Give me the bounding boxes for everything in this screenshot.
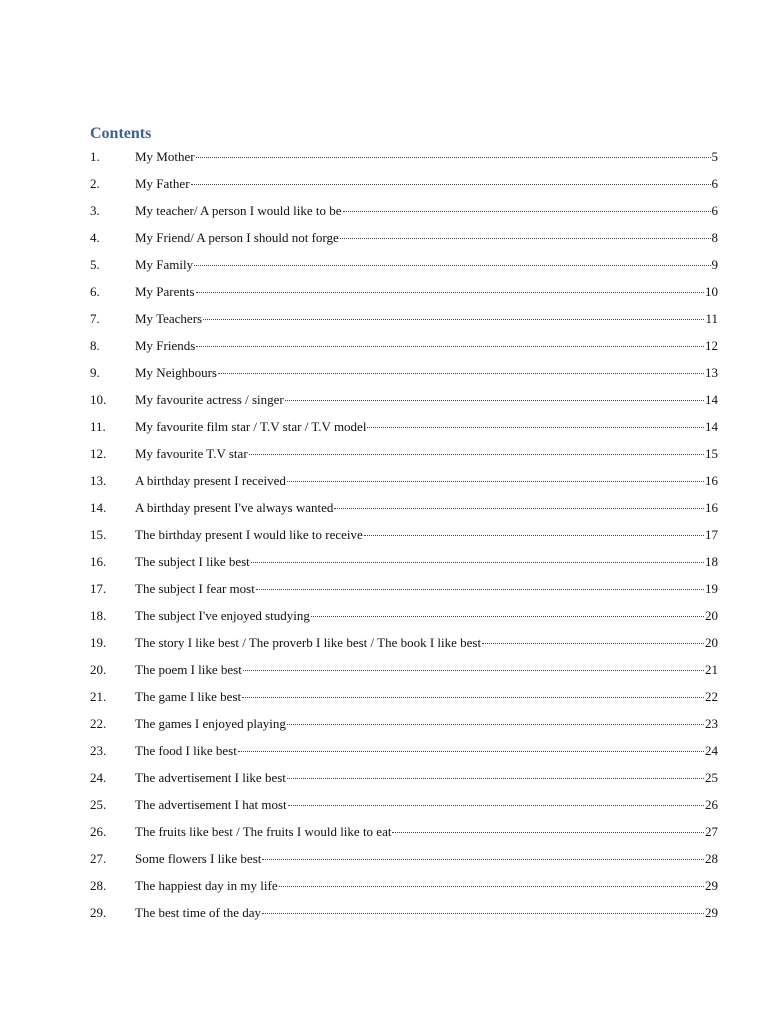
toc-entry-page-number: 19 [705,581,718,596]
toc-entry-title: The poem I like best [135,662,242,677]
toc-entry-title: My Father [135,176,190,191]
toc-dot-leader [251,562,704,563]
toc-entry-number: 29. [90,905,107,920]
toc-entry-title: My teacher/ A person I would like to be [135,203,342,218]
toc-entry-number: 25. [90,797,107,812]
toc-dot-leader [262,859,704,860]
toc-entry-number: 14. [90,500,107,515]
toc-dot-leader [218,373,704,374]
toc-entry-title: My Friend/ A person I should not forge [135,230,339,245]
toc-entry-title: My Neighbours [135,365,217,380]
toc-entry-title: A birthday present I've always wanted [135,500,334,515]
toc-entry-title: Some flowers I like best [135,851,262,866]
toc-entry[interactable] [90,822,718,849]
toc-entry[interactable] [90,768,718,795]
toc-entry-number: 9. [90,365,100,380]
toc-entry-page-number: 24 [705,743,718,758]
toc-entry-page-number: 5 [711,149,718,164]
toc-entry-number: 8. [90,338,100,353]
toc-entry[interactable] [90,795,718,822]
toc-entry-title: My Parents [135,284,195,299]
toc-entry-page-number: 16 [705,473,718,488]
toc-entry[interactable] [90,147,718,174]
toc-entry[interactable] [90,309,718,336]
toc-dot-leader [392,832,704,833]
toc-entry[interactable] [90,417,718,444]
toc-entry-title: The food I like best [135,743,237,758]
contents-heading: Contents [90,125,152,142]
toc-entry-title: The story I like best / The proverb I like best / The book I like best [135,635,482,650]
toc-dot-leader [191,184,711,185]
toc-dot-leader [196,292,704,293]
toc-entry-number: 21. [90,689,107,704]
toc-entry-page-number: 18 [705,554,718,569]
toc-entry-number: 13. [90,473,107,488]
toc-entry-page-number: 23 [705,716,718,731]
toc-entry-page-number: 10 [705,284,718,299]
toc-entry-number: 4. [90,230,100,245]
toc-dot-leader [343,211,711,212]
toc-entry[interactable] [90,579,718,606]
toc-entry-number: 11. [90,419,106,434]
toc-entry-page-number: 12 [705,338,718,353]
toc-entry-title: The subject I've enjoyed studying [135,608,310,623]
toc-entry[interactable] [90,336,718,363]
toc-entry-page-number: 20 [705,635,718,650]
toc-entry[interactable] [90,498,718,525]
table-of-contents [90,147,718,930]
toc-entry-number: 28. [90,878,107,893]
toc-dot-leader [249,454,704,455]
toc-entry-number: 26. [90,824,107,839]
toc-entry[interactable] [90,228,718,255]
toc-dot-leader [311,616,704,617]
toc-dot-leader [287,481,704,482]
toc-entry-page-number: 9 [711,257,718,272]
toc-entry[interactable] [90,741,718,768]
toc-entry[interactable] [90,876,718,903]
toc-entry-page-number: 22 [705,689,718,704]
toc-entry-title: My Family [135,257,194,272]
toc-dot-leader [288,805,704,806]
toc-entry-page-number: 6 [711,176,718,191]
toc-entry-number: 1. [90,149,100,164]
toc-entry-page-number: 25 [705,770,718,785]
toc-dot-leader [340,238,711,239]
toc-entry[interactable] [90,390,718,417]
toc-entry-number: 5. [90,257,100,272]
toc-dot-leader [243,670,704,671]
toc-dot-leader [194,265,710,266]
toc-entry-title: My Teachers [135,311,203,326]
toc-entry-title: A birthday present I received [135,473,286,488]
toc-dot-leader [256,589,704,590]
toc-entry-page-number: 28 [705,851,718,866]
toc-entry-number: 6. [90,284,100,299]
toc-entry[interactable] [90,255,718,282]
toc-entry-page-number: 29 [705,905,718,920]
toc-entry[interactable] [90,525,718,552]
toc-entry-title: The advertisement I hat most [135,797,287,812]
toc-entry-title: The subject I like best [135,554,250,569]
toc-entry-page-number: 13 [705,365,718,380]
toc-entry-title: The best time of the day [135,905,261,920]
toc-entry-number: 24. [90,770,107,785]
toc-entry-title: The fruits like best / The fruits I would like to eat [135,824,392,839]
toc-dot-leader [196,157,711,158]
toc-entry[interactable] [90,201,718,228]
toc-entry-page-number: 15 [705,446,718,461]
toc-entry-number: 10. [90,392,107,407]
toc-entry-number: 27. [90,851,107,866]
toc-entry-number: 18. [90,608,107,623]
toc-entry[interactable] [90,903,718,930]
toc-entry-page-number: 29 [705,878,718,893]
toc-dot-leader [196,346,704,347]
toc-entry-title: The game I like best [135,689,242,704]
toc-entry[interactable] [90,444,718,471]
toc-entry[interactable] [90,687,718,714]
toc-dot-leader [364,535,704,536]
toc-entry-number: 19. [90,635,107,650]
toc-entry[interactable] [90,471,718,498]
toc-entry-title: My favourite actress / singer [135,392,284,407]
toc-entry[interactable] [90,552,718,579]
toc-entry[interactable] [90,282,718,309]
toc-entry-page-number: 14 [705,419,718,434]
toc-entry-number: 17. [90,581,107,596]
toc-dot-leader [238,751,704,752]
toc-entry-number: 20. [90,662,107,677]
toc-entry-title: The games I enjoyed playing [135,716,286,731]
toc-entry[interactable] [90,714,718,741]
toc-entry[interactable] [90,660,718,687]
toc-entry-number: 2. [90,176,100,191]
toc-entry-number: 15. [90,527,107,542]
toc-entry-number: 22. [90,716,107,731]
toc-dot-leader [242,697,704,698]
toc-dot-leader [287,778,704,779]
toc-entry[interactable] [90,633,718,660]
toc-entry-page-number: 27 [705,824,718,839]
toc-dot-leader [279,886,704,887]
toc-entry-title: The happiest day in my life [135,878,278,893]
toc-entry-title: My favourite film star / T.V star / T.V model [135,419,367,434]
toc-dot-leader [285,400,704,401]
toc-dot-leader [287,724,704,725]
toc-entry[interactable] [90,363,718,390]
toc-entry[interactable] [90,606,718,633]
toc-entry-number: 12. [90,446,107,461]
toc-entry-page-number: 11 [705,311,718,326]
toc-entry-page-number: 14 [705,392,718,407]
toc-entry-title: My favourite T.V star [135,446,248,461]
toc-entry-number: 7. [90,311,100,326]
toc-entry-page-number: 6 [711,203,718,218]
toc-dot-leader [203,319,704,320]
toc-entry-page-number: 16 [705,500,718,515]
toc-entry-title: The advertisement I like best [135,770,286,785]
toc-entry[interactable] [90,849,718,876]
toc-entry-number: 3. [90,203,100,218]
toc-dot-leader [367,427,704,428]
toc-entry-number: 16. [90,554,107,569]
toc-dot-leader [262,913,704,914]
toc-entry-page-number: 8 [711,230,718,245]
toc-entry-page-number: 17 [705,527,718,542]
toc-entry-page-number: 21 [705,662,718,677]
toc-entry-title: The birthday present I would like to receive [135,527,363,542]
toc-entry-title: The subject I fear most [135,581,255,596]
toc-entry[interactable] [90,174,718,201]
toc-entry-title: My Friends [135,338,196,353]
toc-dot-leader [482,643,704,644]
toc-entry-title: My Mother [135,149,195,164]
toc-entry-page-number: 20 [705,608,718,623]
toc-entry-number: 23. [90,743,107,758]
toc-dot-leader [334,508,704,509]
toc-entry-page-number: 26 [705,797,718,812]
